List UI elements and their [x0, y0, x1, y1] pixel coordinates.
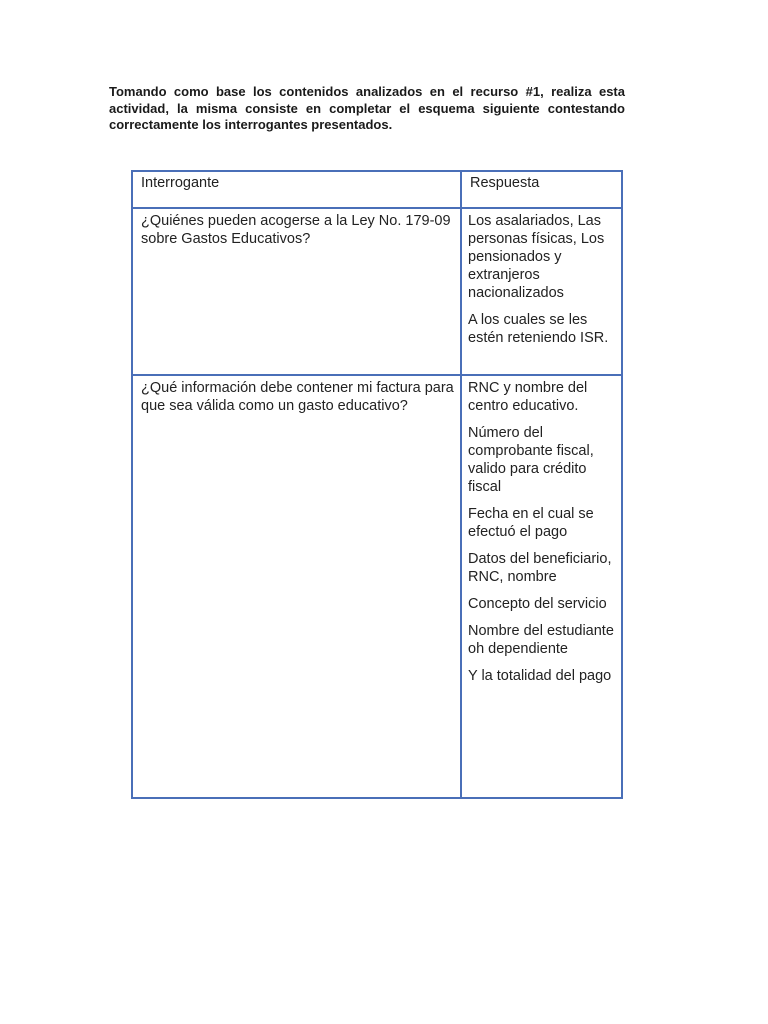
answer-item: Número del comprobante fiscal, valido para crédito fiscal	[468, 425, 594, 495]
answer-item: Concepto del servicio	[468, 596, 607, 612]
answer-list	[468, 379, 617, 685]
question-cell: ¿Quiénes pueden acogerse a la Ley No. 179-09 sobre Gastos Educativos?	[132, 208, 461, 375]
instructions-paragraph: Tomando como base los contenidos analizados en el recurso #1, realiza esta actividad, la misma consiste en completar el esquema siguiente contestando correctamente los interrogantes presentados.	[109, 84, 625, 132]
answer-cell	[461, 208, 622, 375]
table-row	[132, 208, 622, 375]
answer-item: Los asalariados, Las personas físicas, Los pensionados y extranjeros nacionalizados	[468, 213, 605, 301]
header-answer: Respuesta	[461, 171, 622, 208]
question-answer-table	[131, 170, 623, 799]
answer-item: RNC y nombre del centro educativo.	[468, 380, 588, 414]
table-row	[132, 375, 622, 798]
answer-item: Datos del beneficiario, RNC, nombre	[468, 551, 612, 585]
table-header-row	[132, 171, 622, 208]
answer-item: A los cuales se les estén reteniendo ISR.	[468, 312, 609, 346]
answer-cell	[461, 375, 622, 798]
answer-item: Fecha en el cual se efectuó el pago	[468, 506, 594, 540]
header-question: Interrogante	[132, 171, 461, 208]
answer-item: Nombre del estudiante oh dependiente	[468, 623, 614, 657]
question-cell: ¿Qué información debe contener mi factura para que sea válida como un gasto educativo?	[132, 375, 461, 798]
answer-list	[468, 212, 617, 347]
answer-item: Y la totalidad del pago	[468, 668, 612, 684]
